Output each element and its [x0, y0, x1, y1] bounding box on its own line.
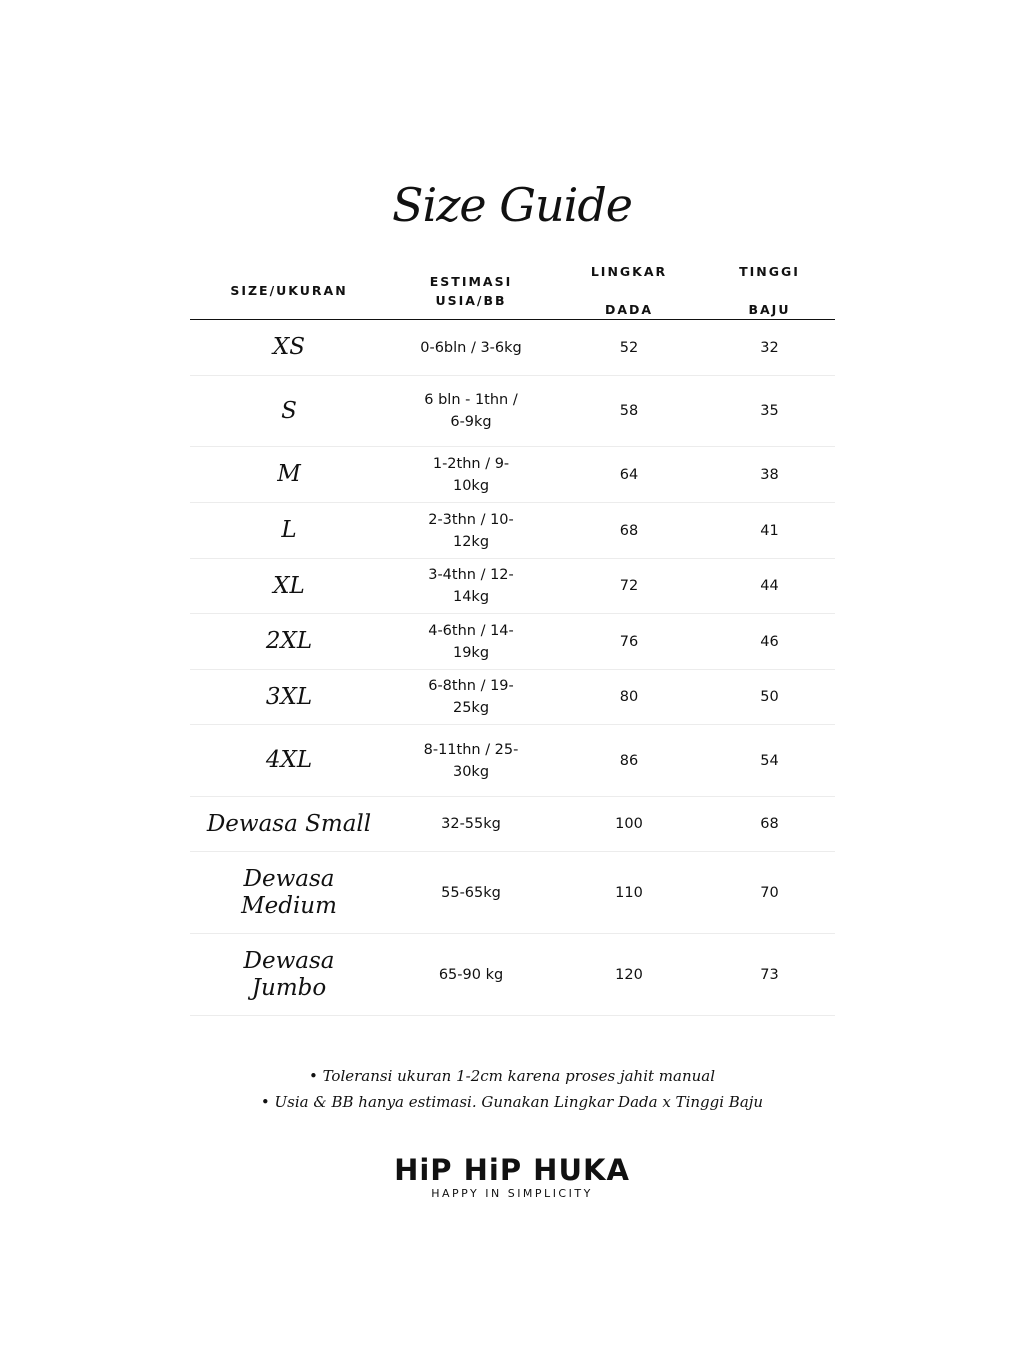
size-label: M [277, 461, 301, 487]
table-row [190, 559, 835, 614]
header-chest-line1: LINGKAR [590, 264, 668, 279]
chest-cell: 86 [619, 752, 639, 769]
header-chest [554, 243, 704, 338]
chest-cell: 68 [619, 522, 639, 539]
brand-name: HiP HiP HUKA [394, 1153, 630, 1187]
table-row [190, 725, 835, 797]
height-cell: 32 [760, 339, 779, 356]
brand-logo [0, 1153, 1024, 1200]
estimate-cell: 65-90 kg [438, 966, 504, 983]
table-row [190, 447, 835, 503]
table-row [190, 852, 835, 934]
table-row [190, 614, 835, 670]
estimate-cell: 2-3thn / 10-12kg [428, 511, 514, 550]
estimate-cell: 6-8thn / 19-25kg [428, 678, 514, 716]
chest-cell: 80 [619, 689, 639, 705]
table-header [190, 262, 835, 320]
size-label: 3XL [265, 683, 313, 710]
height-cell: 70 [760, 884, 779, 901]
brand-tagline: HAPPY IN SIMPLICITY [431, 1187, 593, 1200]
header-size: SIZE/UKURAN [230, 283, 348, 298]
header-estimate [388, 272, 554, 310]
table-row [190, 670, 835, 725]
chest-cell: 100 [615, 816, 643, 832]
height-cell: 38 [760, 466, 779, 483]
note-estimate: • Usia & BB hanya estimasi. Gunakan Lingkar Dada x Tinggi Baju [260, 1093, 764, 1111]
size-label: 4XL [265, 747, 313, 773]
height-cell: 54 [760, 752, 779, 769]
size-label: XL [273, 572, 305, 599]
table-row [190, 797, 835, 852]
chest-cell: 110 [615, 884, 643, 901]
table-row [190, 376, 835, 447]
estimate-cell: 4-6thn / 14-19kg [428, 622, 514, 661]
size-label: XS [272, 334, 306, 360]
chest-cell: 72 [619, 578, 639, 594]
estimate-cell: 8-11thn / 25-30kg [423, 741, 519, 780]
chest-cell: 52 [619, 339, 639, 356]
height-cell: 73 [760, 966, 779, 983]
height-cell: 44 [760, 578, 779, 594]
header-estimate-line1: ESTIMASI [429, 273, 513, 289]
estimate-cell: 1-2thn / 9-10kg [432, 455, 510, 494]
size-label: Dewasa Medium [241, 865, 337, 919]
estimate-cell: 3-4thn / 12-14kg [428, 567, 514, 605]
size-label: L [281, 517, 297, 543]
header-height-line2: BAJU [748, 302, 791, 317]
header-estimate-line2: USIA/BB [435, 292, 507, 308]
table-row [190, 503, 835, 559]
note-tolerance: • Toleransi ukuran 1-2cm karena proses jahit manual [308, 1067, 716, 1085]
size-label: 2XL [265, 628, 313, 654]
estimate-cell: 6 bln - 1thn / 6-9kg [424, 392, 518, 430]
table-row [190, 934, 835, 1016]
height-cell: 68 [760, 816, 779, 832]
height-cell: 50 [760, 689, 779, 705]
height-cell: 41 [760, 522, 779, 539]
header-height-line1: TINGGI [739, 264, 800, 279]
size-label: Dewasa Jumbo [243, 947, 335, 1001]
header-chest-line2: DADA [604, 302, 654, 317]
size-label: S [281, 397, 297, 424]
size-table [190, 262, 835, 1016]
estimate-cell: 0-6bln / 3-6kg [420, 339, 522, 356]
estimate-cell: 32-55kg [441, 816, 501, 832]
size-label: Dewasa Small [206, 810, 372, 837]
header-height [704, 243, 835, 338]
chest-cell: 76 [619, 633, 639, 650]
height-cell: 46 [760, 633, 779, 650]
chest-cell: 120 [615, 966, 643, 983]
notes [0, 1063, 1024, 1115]
estimate-cell: 55-65kg [441, 884, 501, 901]
page-title: Size Guide [391, 178, 633, 232]
height-cell: 35 [760, 403, 779, 419]
chest-cell: 64 [619, 466, 639, 483]
chest-cell: 58 [619, 403, 639, 419]
